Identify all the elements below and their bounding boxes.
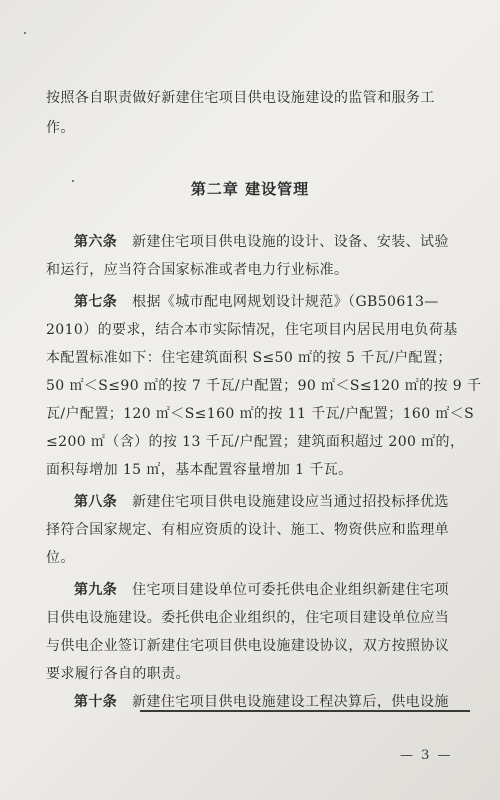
article-text: 新建住宅项目供电设施建设工程决算后，供电设施 <box>132 694 449 710</box>
article-heading: 第十条 <box>74 694 118 710</box>
body-text-line: 2010）的要求，结合本市实际情况，住宅项目内居民用电负荷基 <box>46 322 458 338</box>
article-heading: 第六条 <box>74 234 118 250</box>
article-nine <box>46 580 458 600</box>
body-text-line: 目供电设施建设。委托供电企业组织的，住宅项目建设单位应当 <box>46 610 450 626</box>
paper-speck <box>24 32 26 34</box>
page-number: — 3 — <box>400 748 453 763</box>
body-text-line: 与供电企业签订新建住宅项目供电设施建设协议，双方按照协议 <box>46 638 450 654</box>
body-text-line: 瓦/户配置；120 ㎡＜S≤160 ㎡的按 11 千瓦/户配置；160 ㎡＜S <box>46 406 475 422</box>
body-text-line: 按照各自职责做好新建住宅项目供电设施建设的监管和服务工 <box>46 90 435 106</box>
body-text-line: 和运行，应当符合国家标准或者电力行业标准。 <box>46 262 349 278</box>
article-text: 新建住宅项目供电设施建设应当通过招投标择优选 <box>132 494 449 510</box>
body-text-line: 作。 <box>46 120 75 136</box>
paper-speck <box>72 180 74 182</box>
article-heading: 第七条 <box>74 294 118 310</box>
body-text-line: 面积每增加 15 ㎡，基本配置容量增加 1 千瓦。 <box>46 462 353 478</box>
article-eight <box>46 492 458 512</box>
article-seven <box>46 292 458 312</box>
body-text-line: 50 ㎡＜S≤90 ㎡的按 7 千瓦/户配置；90 ㎡＜S≤120 ㎡的按 9 千 <box>46 378 482 394</box>
article-text: 新建住宅项目供电设施的设计、设备、安装、试验 <box>132 234 449 250</box>
article-text: 住宅项目建设单位可委托供电企业组织新建住宅项 <box>132 582 449 598</box>
article-heading: 第八条 <box>74 494 118 510</box>
body-text-line: 择符合国家规定、有相应资质的设计、施工、物资供应和监理单 <box>46 522 450 538</box>
article-text: 根据《城市配电网规划设计规范》（GB50613— <box>132 294 439 310</box>
body-text-line: 要求履行各自的职责。 <box>46 666 190 682</box>
article-heading: 第九条 <box>74 582 118 598</box>
body-text-line: 本配置标准如下：住宅建筑面积 S≤50 ㎡的按 5 千瓦/户配置； <box>46 350 452 366</box>
article-six <box>46 232 458 252</box>
handwritten-underline <box>140 710 470 712</box>
body-text-line: ≤200 ㎡（含）的按 13 千瓦/户配置；建筑面积超过 200 ㎡的， <box>46 434 465 450</box>
article-ten <box>46 692 458 712</box>
chapter-title: 第二章 建设管理 <box>190 180 310 198</box>
body-text-line: 位。 <box>46 550 75 566</box>
